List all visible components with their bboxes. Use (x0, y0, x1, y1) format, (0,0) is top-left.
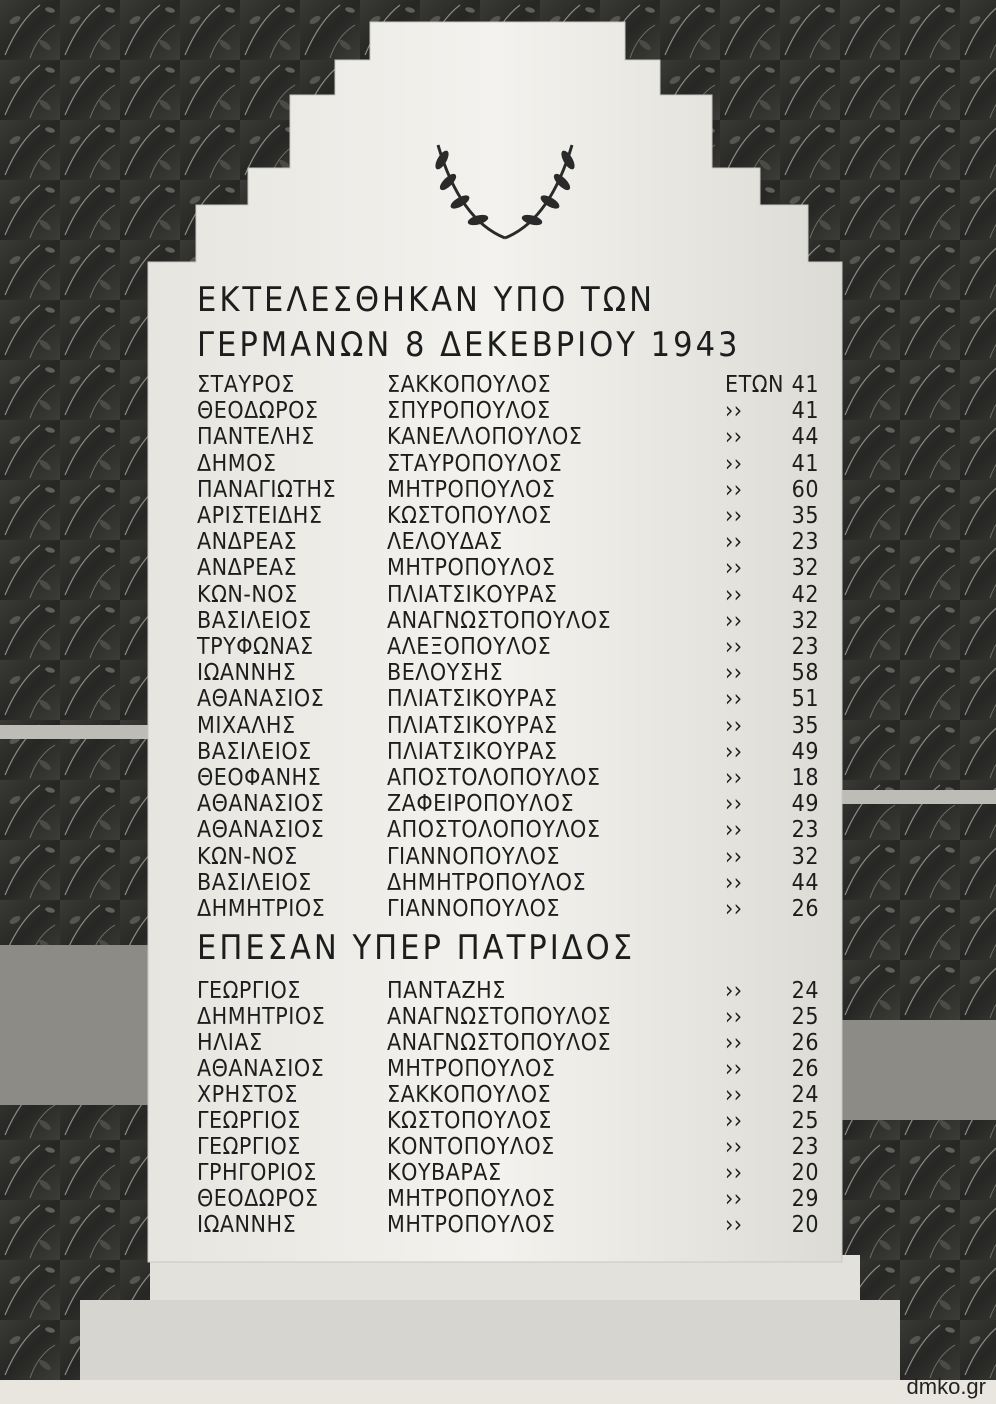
first-name: ΙΩΑΝΝΗΣ (197, 1212, 297, 1238)
age-value: 41 (791, 398, 819, 425)
last-name: ΑΝΑΓΝΩΣΤΟΠΟΥΛΟΣ (387, 607, 612, 634)
name-row (197, 634, 837, 661)
age-marker: ›› (725, 476, 743, 503)
first-name: ΒΑΣΙΛΕΙΟΣ (197, 607, 312, 634)
age-marker: ›› (725, 1108, 743, 1134)
age-marker: ›› (725, 1212, 743, 1238)
name-row (197, 372, 837, 399)
age-value: 20 (791, 1160, 819, 1186)
first-name: ΠΑΝΑΓΙΩΤΗΣ (197, 476, 337, 503)
age-marker: ›› (725, 555, 743, 582)
last-name: ΖΑΦΕΙΡΟΠΟΥΛΟΣ (387, 791, 575, 818)
last-name: ΚΟΥΒΑΡΑΣ (387, 1160, 502, 1186)
age-marker: ›› (725, 634, 743, 660)
name-row (197, 477, 837, 504)
first-name: ΑΘΑΝΑΣΙΟΣ (197, 1056, 325, 1082)
age-marker: ›› (725, 869, 743, 896)
last-name: ΣΑΚΚΟΠΟΥΛΟΣ (387, 1082, 552, 1108)
last-name: ΑΝΑΓΝΩΣΤΟΠΟΥΛΟΣ (387, 1030, 612, 1056)
age-value: 35 (791, 712, 819, 739)
age-value: 24 (791, 1082, 819, 1108)
age-value: 41 (791, 450, 819, 477)
ground-wall (0, 945, 155, 1105)
age-marker: ›› (725, 738, 743, 765)
first-name: ΑΡΙΣΤΕΙΔΗΣ (197, 503, 323, 529)
name-row (197, 398, 837, 425)
last-name: ΑΠΟΣΤΟΛΟΠΟΥΛΟΣ (387, 817, 601, 844)
age-value: 32 (791, 607, 819, 634)
age-marker: ›› (725, 896, 743, 922)
name-row (197, 1108, 837, 1135)
first-name: ΑΘΑΝΑΣΙΟΣ (197, 686, 325, 713)
age-marker: ›› (725, 1134, 743, 1160)
age-value: 29 (791, 1186, 819, 1212)
name-row (197, 608, 837, 635)
name-row (197, 791, 837, 818)
age-value: 25 (791, 1004, 819, 1030)
ground-wall (840, 1020, 996, 1120)
last-name: ΠΛΙΑΤΣΙΚΟΥΡΑΣ (387, 581, 558, 608)
age-marker: ›› (725, 398, 743, 425)
last-name: ΓΙΑΝΝΟΠΟΥΛΟΣ (387, 843, 560, 870)
name-row (197, 765, 837, 792)
age-marker: ›› (725, 1004, 743, 1030)
age-value: 18 (791, 765, 819, 791)
age-value: 51 (791, 686, 819, 713)
age-value: 58 (791, 660, 819, 687)
first-name: ΘΕΟΦΑΝΗΣ (197, 765, 322, 791)
age-value: 24 (791, 978, 819, 1004)
age-value: 35 (791, 503, 819, 529)
name-row (197, 424, 837, 451)
first-name: ΒΑΣΙΛΕΙΟΣ (197, 869, 312, 896)
first-name: ΓΕΩΡΓΙΟΣ (197, 1134, 301, 1160)
last-name: ΣΑΚΚΟΠΟΥΛΟΣ (387, 372, 552, 398)
first-name: ΜΙΧΑΛΗΣ (197, 712, 296, 739)
last-name: ΜΗΤΡΟΠΟΥΛΟΣ (387, 1212, 556, 1238)
age-value: 44 (791, 869, 819, 896)
first-name: ΗΛΙΑΣ (197, 1030, 263, 1056)
first-name: ΔΗΜΟΣ (197, 450, 277, 477)
name-row (197, 503, 837, 530)
age-marker: ›› (725, 843, 743, 870)
last-name: ΚΩΣΤΟΠΟΥΛΟΣ (387, 1108, 552, 1134)
first-name: ΔΗΜΗΤΡΙΟΣ (197, 1004, 326, 1030)
first-name: ΚΩΝ-ΝΟΣ (197, 843, 298, 870)
last-name: ΜΗΤΡΟΠΟΥΛΟΣ (387, 1186, 556, 1212)
fence-rail (840, 790, 996, 804)
last-name: ΠΛΙΑΤΣΙΚΟΥΡΑΣ (387, 686, 558, 713)
name-row (197, 1134, 837, 1161)
age-value: 26 (791, 1056, 819, 1082)
first-name: ΘΕΟΔΩΡΟΣ (197, 398, 319, 425)
heading-line-1: ΕΚΤΕΛΕΣΘΗΚΑΝ ΥΠΟ ΤΩΝ (197, 280, 655, 320)
last-name: ΜΗΤΡΟΠΟΥΛΟΣ (387, 555, 556, 582)
monument-base (80, 1300, 900, 1380)
first-name: ΑΘΑΝΑΣΙΟΣ (197, 791, 325, 818)
age-value: 26 (791, 1030, 819, 1056)
name-row (197, 555, 837, 582)
age-value: 20 (791, 1212, 819, 1238)
age-marker: ΕΤΩΝ (725, 372, 784, 398)
last-name: ΠΛΙΑΤΣΙΚΟΥΡΑΣ (387, 738, 558, 765)
last-name: ΚΩΣΤΟΠΟΥΛΟΣ (387, 503, 552, 529)
first-name: ΣΤΑΥΡΟΣ (197, 372, 295, 398)
age-marker: ›› (725, 686, 743, 713)
name-row (197, 1056, 837, 1083)
name-row (197, 582, 837, 609)
name-row (197, 713, 837, 740)
name-row (197, 739, 837, 766)
age-marker: ›› (725, 581, 743, 608)
first-name: ΓΕΩΡΓΙΟΣ (197, 1108, 301, 1134)
age-value: 49 (791, 791, 819, 818)
last-name: ΣΠΥΡΟΠΟΥΛΟΣ (387, 398, 551, 425)
first-name: ΑΝΔΡΕΑΣ (197, 555, 298, 582)
age-marker: ›› (725, 791, 743, 818)
age-value: 49 (791, 738, 819, 765)
age-marker: ›› (725, 765, 743, 791)
age-marker: ›› (725, 607, 743, 634)
age-value: 42 (791, 581, 819, 608)
last-name: ΓΙΑΝΝΟΠΟΥΛΟΣ (387, 896, 560, 922)
age-value: 23 (791, 817, 819, 844)
last-name: ΠΛΙΑΤΣΙΚΟΥΡΑΣ (387, 712, 558, 739)
first-name: ΤΡΥΦΩΝΑΣ (197, 634, 314, 660)
age-marker: ›› (725, 1056, 743, 1082)
name-row (197, 817, 837, 844)
age-marker: ›› (725, 503, 743, 529)
age-value: 23 (791, 634, 819, 660)
age-marker: ›› (725, 1030, 743, 1056)
age-marker: ›› (725, 660, 743, 687)
name-row (197, 451, 837, 478)
last-name: ΜΗΤΡΟΠΟΥΛΟΣ (387, 476, 556, 503)
watermark: dmko.gr (906, 1374, 986, 1399)
last-name: ΛΕΛΟΥΔΑΣ (387, 529, 503, 556)
name-row (197, 660, 837, 687)
name-row (197, 529, 837, 556)
name-row (197, 1212, 837, 1239)
age-marker: ›› (725, 1186, 743, 1212)
age-marker: ›› (725, 1160, 743, 1186)
name-row (197, 1030, 837, 1057)
first-name: ΠΑΝΤΕΛΗΣ (197, 424, 315, 451)
age-marker: ›› (725, 1082, 743, 1108)
age-value: 23 (791, 529, 819, 556)
age-value: 32 (791, 843, 819, 870)
first-name: ΚΩΝ-ΝΟΣ (197, 581, 298, 608)
name-row (197, 1004, 837, 1031)
age-marker: ›› (725, 712, 743, 739)
name-row (197, 686, 837, 713)
name-row (197, 978, 837, 1005)
last-name: ΜΗΤΡΟΠΟΥΛΟΣ (387, 1056, 556, 1082)
last-name: ΠΑΝΤΑΖΗΣ (387, 978, 506, 1004)
age-value: 25 (791, 1108, 819, 1134)
name-row (197, 1186, 837, 1213)
age-value: 41 (791, 372, 819, 398)
last-name: ΒΕΛΟΥΣΗΣ (387, 660, 504, 687)
age-marker: ›› (725, 450, 743, 477)
first-name: ΘΕΟΔΩΡΟΣ (197, 1186, 319, 1212)
first-name: ΓΕΩΡΓΙΟΣ (197, 978, 301, 1004)
first-name: ΙΩΑΝΝΗΣ (197, 660, 297, 687)
age-marker: ›› (725, 978, 743, 1004)
heading-line-2: ΓΕΡΜΑΝΩΝ 8 ΔΕΚΕΒΡΙΟΥ 1943 (197, 325, 741, 365)
last-name: ΚΟΝΤΟΠΟΥΛΟΣ (387, 1134, 555, 1160)
last-name: ΑΝΑΓΝΩΣΤΟΠΟΥΛΟΣ (387, 1004, 612, 1030)
first-name: ΑΝΔΡΕΑΣ (197, 529, 298, 556)
age-value: 23 (791, 1134, 819, 1160)
last-name: ΑΛΕΞΟΠΟΥΛΟΣ (387, 634, 552, 660)
age-marker: ›› (725, 529, 743, 556)
laurel-wreath-icon (420, 120, 590, 250)
age-value: 60 (791, 476, 819, 503)
first-name: ΑΘΑΝΑΣΙΟΣ (197, 817, 325, 844)
name-row (197, 870, 837, 897)
name-row (197, 844, 837, 871)
section2-heading: ΕΠΕΣΑΝ ΥΠΕΡ ΠΑΤΡΙΔΟΣ (197, 928, 636, 968)
first-name: ΧΡΗΣΤΟΣ (197, 1082, 298, 1108)
name-row (197, 1160, 837, 1187)
age-value: 26 (791, 896, 819, 922)
last-name: ΑΠΟΣΤΟΛΟΠΟΥΛΟΣ (387, 765, 601, 791)
age-value: 32 (791, 555, 819, 582)
last-name: ΚΑΝΕΛΛΟΠΟΥΛΟΣ (387, 424, 583, 451)
age-marker: ›› (725, 817, 743, 844)
last-name: ΔΗΜΗΤΡΟΠΟΥΛΟΣ (387, 869, 587, 896)
name-row (197, 896, 837, 923)
first-name: ΔΗΜΗΤΡΙΟΣ (197, 896, 326, 922)
last-name: ΣΤΑΥΡΟΠΟΥΛΟΣ (387, 450, 563, 477)
age-marker: ›› (725, 424, 743, 451)
age-value: 44 (791, 424, 819, 451)
first-name: ΓΡΗΓΟΡΙΟΣ (197, 1160, 317, 1186)
name-row (197, 1082, 837, 1109)
first-name: ΒΑΣΙΛΕΙΟΣ (197, 738, 312, 765)
fence-rail (0, 725, 160, 739)
